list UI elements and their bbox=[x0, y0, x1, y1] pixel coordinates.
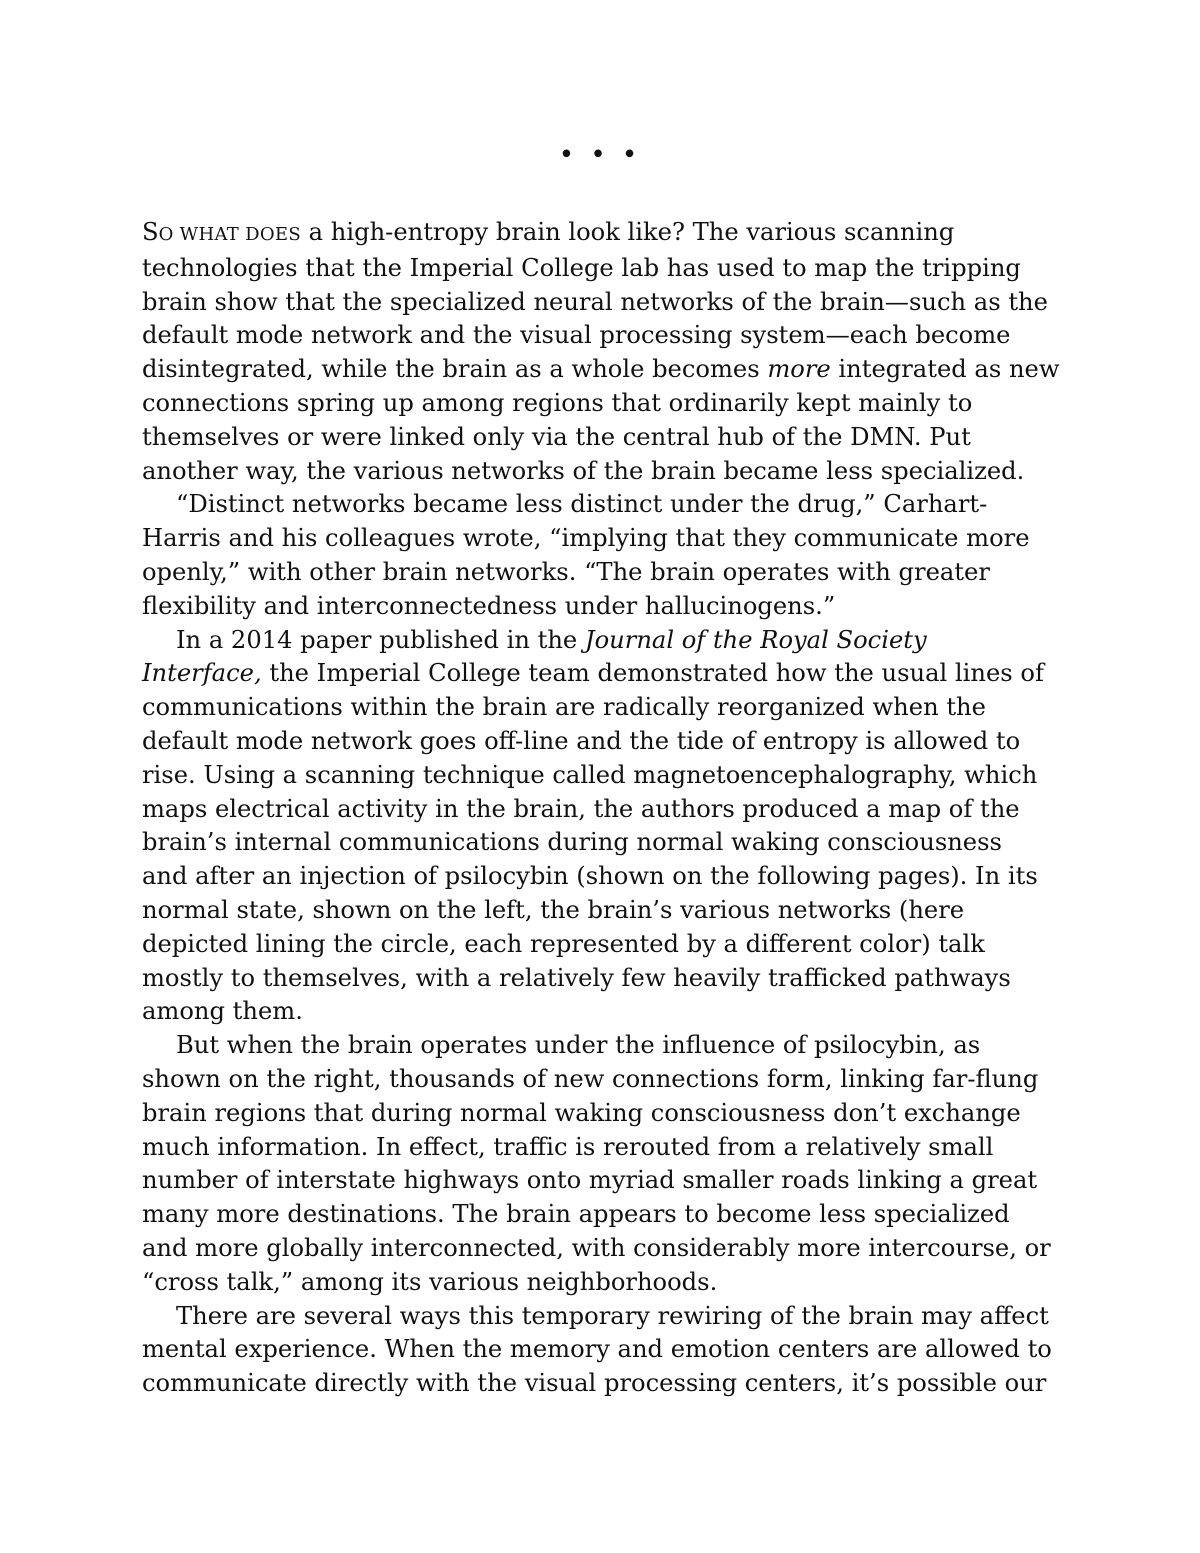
text-line: There are several ways this temporary rewiring of the brain may affect bbox=[176, 1301, 1049, 1330]
journal-title: Journal of the Royal Society bbox=[584, 625, 927, 654]
text-line: and more globally interconnected, with considerably more intercourse, or bbox=[142, 1233, 1051, 1262]
text-line: shown on the right, thousands of new connections form, linking far-flung bbox=[142, 1064, 1039, 1093]
section-break: • • • bbox=[558, 140, 642, 170]
text-line bbox=[142, 657, 1072, 691]
text-line bbox=[142, 216, 1072, 252]
text-line: depicted lining the circle, each represented by a different color) talk bbox=[142, 929, 985, 958]
text-line: default mode network and the visual processing system—each become bbox=[142, 321, 1011, 350]
text-line: and after an injection of psilocybin (shown on the following pages). In its bbox=[142, 862, 1038, 891]
text-line: mental experience. When the memory and emotion centers are allowed to bbox=[142, 1335, 1052, 1364]
text-line: themselves or were linked only via the central hub of the DMN. Put bbox=[142, 422, 971, 451]
text-line: rise. Using a scanning technique called magnetoencephalography, which bbox=[142, 760, 1038, 789]
text-line: communications within the brain are radically reorganized when the bbox=[142, 693, 986, 722]
text-line: flexibility and interconnectedness under hallucinogens.” bbox=[142, 591, 836, 620]
text-line: normal state, shown on the left, the brain’s various networks (here bbox=[142, 895, 965, 924]
text-run: In a 2014 paper published in the bbox=[176, 625, 585, 654]
journal-title-continued: Interface, bbox=[142, 659, 262, 688]
paragraph-4 bbox=[142, 1029, 1072, 1299]
text-line: But when the brain operates under the influence of psilocybin, as bbox=[176, 1031, 981, 1060]
text-line: number of interstate highways onto myriad smaller roads linking a great bbox=[142, 1166, 1038, 1195]
text-line: communicate directly with the visual processing centers, it’s possible our bbox=[142, 1369, 1047, 1398]
text-run: the Imperial College team demonstrated how the usual lines of bbox=[261, 659, 1044, 688]
text-line: connections spring up among regions that ordinarily kept mainly to bbox=[142, 388, 973, 417]
text-line: technologies that the Imperial College lab has used to map the tripping bbox=[142, 253, 1021, 282]
paragraph-2 bbox=[142, 488, 1072, 623]
text-run: integrated as new bbox=[830, 355, 1060, 384]
text-run: disintegrated, while the brain as a whole becomes bbox=[142, 355, 768, 384]
emphasis: more bbox=[767, 355, 831, 384]
text-line: default mode network goes off-line and the tide of entropy is allowed to bbox=[142, 726, 1021, 755]
body-text bbox=[142, 216, 1072, 1401]
text-line: Harris and his colleagues wrote, “implying that they communicate more bbox=[142, 524, 1030, 553]
text-line: mostly to themselves, with a relatively few heavily trafficked pathways bbox=[142, 963, 1011, 992]
text-run: a high-entropy brain look like? The various scanning bbox=[300, 218, 955, 246]
text-line: “Distinct networks became less distinct under the drug,” Carhart- bbox=[176, 490, 988, 519]
paragraph-5 bbox=[142, 1300, 1072, 1401]
text-line: another way, the various networks of the brain became less specialized. bbox=[142, 456, 1025, 485]
lead-initial: S bbox=[142, 218, 159, 246]
text-line bbox=[142, 624, 1072, 658]
paragraph-1 bbox=[142, 216, 1072, 488]
text-line: brain show that the specialized neural networks of the brain—such as the bbox=[142, 287, 1048, 316]
text-line: openly,” with other brain networks. “The brain operates with greater bbox=[142, 557, 990, 586]
text-line: brain’s internal communications during normal waking consciousness bbox=[142, 828, 1002, 857]
text-line: much information. In effect, traffic is rerouted from a relatively small bbox=[142, 1132, 994, 1161]
paragraph-3 bbox=[142, 624, 1072, 1030]
text-line: many more destinations. The brain appears to become less specialized bbox=[142, 1200, 1010, 1229]
text-line bbox=[142, 353, 1072, 387]
text-line: “cross talk,” among its various neighborhoods. bbox=[142, 1267, 718, 1296]
text-line: among them. bbox=[142, 997, 303, 1026]
lead-small-caps: O WHAT DOES bbox=[158, 224, 301, 245]
text-line: brain regions that during normal waking consciousness don’t exchange bbox=[142, 1098, 1021, 1127]
text-line: maps electrical activity in the brain, the authors produced a map of the bbox=[142, 794, 1020, 823]
